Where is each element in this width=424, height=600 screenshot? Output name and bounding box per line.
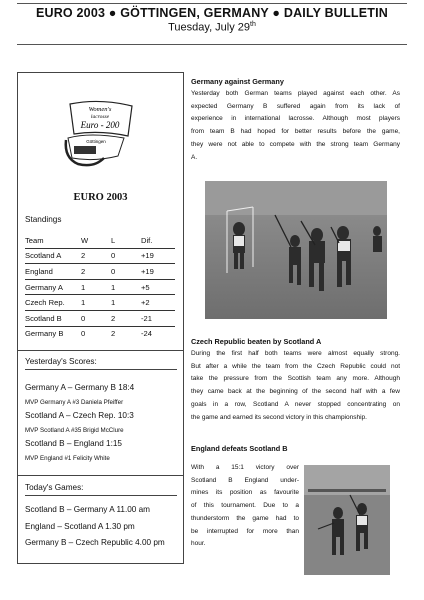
bulletin-title: EURO 2003 ● GÖTTINGEN, GERMANY ● DAILY BULLETIN [35, 6, 389, 20]
yesterday-underline [25, 369, 177, 370]
table-row [25, 326, 175, 341]
article-line: experience in international lacrosse. Although most players [191, 115, 400, 123]
bulletin-date [0, 21, 424, 34]
game-photo-germany [205, 181, 387, 319]
article-title: Czech Republic beaten by Scotland A [191, 337, 322, 346]
article-line: they were not able to compete with the strong team Germany [191, 140, 400, 148]
standings-label: Standings [25, 215, 62, 224]
cell-w: 0 [81, 329, 86, 339]
article-line: During the first half both teams were almost equally strong. [191, 350, 400, 357]
top-rule [17, 3, 407, 4]
table-row [25, 248, 175, 264]
table-row [25, 295, 175, 311]
table-row [25, 310, 175, 326]
cell-w: 2 [81, 251, 86, 261]
game-line: Germany B – Czech Republic 4.00 pm [25, 538, 165, 547]
cell-team: Germany B [25, 329, 64, 339]
cell-l: 0 [111, 266, 116, 276]
article-line: take the pressure from the Scottish team any more. Although [191, 375, 400, 383]
date-suffix: th [250, 21, 256, 28]
article-title: England defeats Scotland B [191, 444, 288, 453]
article-line: they came back at the beginning of the second half with a few [191, 388, 400, 396]
table-row [25, 279, 175, 295]
cell-l: 1 [111, 282, 116, 292]
article-line: be interrupted for more than [191, 527, 299, 535]
article-line: goals in a row, Scotland A never stopped concentrating on [191, 400, 400, 408]
cell-w: 1 [81, 282, 86, 292]
article-line: from team B had hoped for better results before the game, [191, 128, 400, 136]
cell-team: England [25, 266, 53, 276]
article-line: of this tournament. Due to a [191, 502, 299, 510]
cell-team: Scotland A [25, 251, 62, 261]
score-line: Germany A – Germany B 18:4 [25, 383, 135, 392]
score-line: Scotland B – England 1:15 [25, 439, 122, 448]
cell-w: 1 [81, 298, 86, 308]
date-text: Tuesday, July 29 [168, 21, 251, 34]
article-body [191, 462, 299, 551]
article-body [191, 348, 400, 424]
game-line: Scotland B – Germany A 11.00 am [25, 505, 151, 514]
cell-l: 1 [111, 298, 116, 308]
cell-w: 2 [81, 266, 86, 276]
article-line: But after a while the team from the Czech Republic could not [191, 362, 400, 370]
col-team: Team [25, 235, 44, 245]
article-body [191, 88, 400, 164]
game-photo-england [304, 465, 390, 575]
cell-team: Scotland B [25, 313, 62, 323]
article-line: With a 15:1 victory over [191, 464, 299, 471]
cell-dif: -24 [141, 329, 152, 339]
article-line: Scotland B England under- [191, 476, 299, 484]
article-line: the game and earned its second victory in this championship. [191, 413, 367, 421]
logo-line3: Euro - 200 [80, 120, 120, 130]
score-line: Scotland A – Czech Rep. 10:3 [25, 411, 134, 420]
sidebar-title: EURO 2003 [73, 192, 128, 203]
logo-line1: Women's [88, 106, 112, 113]
article-line: thunderstorm the game had to [191, 514, 299, 522]
euro-2003-logo [60, 98, 138, 170]
col-l: L [111, 235, 116, 245]
today-underline [25, 495, 177, 496]
logo-line2: lacrosse [90, 114, 110, 120]
mvp-line: MVP Scotland A #35 Brigid McClure [25, 427, 124, 434]
cell-w: 0 [81, 313, 86, 323]
col-dif: Dif. [141, 235, 153, 245]
article-line: Yesterday both German teams played against each other. As [191, 90, 400, 97]
header-bottom-rule [17, 44, 407, 45]
sidebar-divider-1 [17, 350, 184, 351]
cell-dif: +5 [141, 282, 150, 292]
game-line: England – Scotland A 1.30 pm [25, 522, 135, 531]
cell-dif: +2 [141, 298, 150, 308]
today-label: Today's Games: [25, 483, 84, 492]
sidebar-divider-2 [17, 475, 184, 476]
cell-l: 0 [111, 251, 116, 261]
article-line: hour. [191, 540, 206, 548]
standings-header-row [25, 233, 175, 248]
article-line: A. [191, 153, 198, 161]
table-row [25, 264, 175, 280]
article-line: expected Germany B suffered again from its lack of [191, 102, 400, 110]
article-line: mines its position as favourite [191, 489, 299, 497]
mvp-line: MVP Germany A #3 Daniela Pfeiffer [25, 399, 124, 406]
article-title: Germany against Germany [191, 77, 284, 86]
cell-team: Czech Rep. [25, 298, 65, 308]
cell-dif: +19 [141, 251, 154, 261]
mvp-line: MVP England #1 Felicity White [25, 455, 110, 462]
cell-l: 2 [111, 329, 116, 339]
cell-l: 2 [111, 313, 116, 323]
col-w: W [81, 235, 89, 245]
yesterday-label: Yesterday's Scores: [25, 357, 97, 366]
cell-dif: -21 [141, 313, 152, 323]
logo-line4: Göttingen [86, 139, 106, 144]
cell-dif: +19 [141, 266, 154, 276]
cell-team: Germany A [25, 282, 63, 292]
standings-table [25, 233, 175, 341]
